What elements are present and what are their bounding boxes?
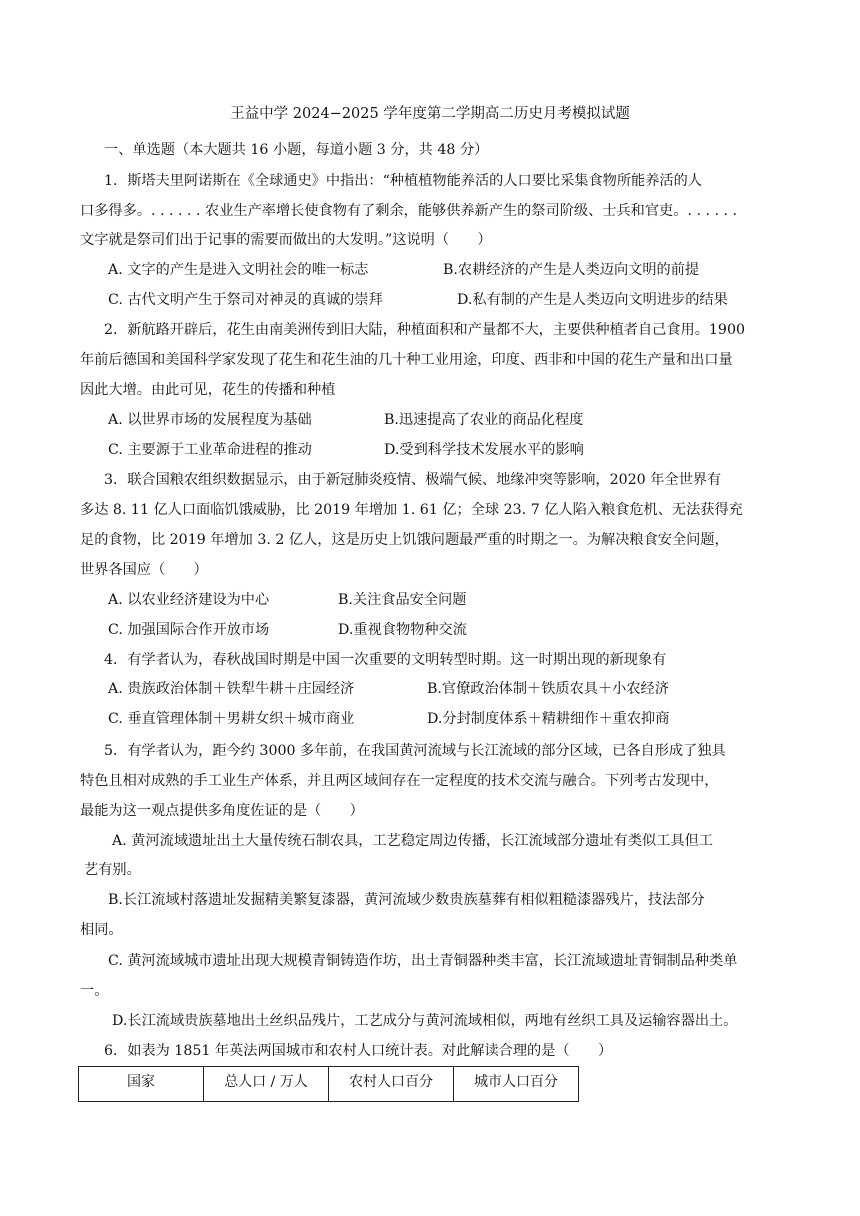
question-1-option-c: C. 古代文明产生于祭司对神灵的真诚的崇拜 — [108, 292, 383, 308]
population-table — [78, 1066, 579, 1102]
question-2-option-c: C. 主要源于工业革命进程的推动 — [108, 442, 312, 458]
question-2-stem-line: 因此大增。由此可见，花生的传播和种植 — [80, 382, 336, 398]
question-2-option-b: B.迅速提高了农业的商品化程度 — [384, 412, 584, 428]
question-4-option-a: A. 贵族政治体制＋铁犁牛耕＋庄园经济 — [108, 681, 355, 697]
question-5-stem-line: 最能为这一观点提供多角度佐证的是（ ） — [80, 803, 364, 819]
question-2-stem-line: 2．新航路开辟后，花生由南美洲传到旧大陆，种植面积和产量都不大，主要供种植者自己食用。1900 — [104, 322, 746, 338]
question-4-option-c: C. 垂直管理体制＋男耕女织＋城市商业 — [108, 711, 355, 727]
question-2-stem-line: 年前后德国和美国科学家发现了花生和花生油的几十种工业用途，印度、西非和中国的花生产量和出口量 — [80, 352, 733, 368]
question-5-option-b: B.长江流域村落遗址发掘精美繁复漆器，黄河流域少数贵族墓葬有相似粗糙漆器残片，技法部分 — [108, 892, 705, 908]
question-3-option-b: B.关注食品安全问题 — [338, 592, 467, 608]
table-header-row — [79, 1067, 579, 1102]
table-header-cell: 农村人口百分 — [329, 1067, 454, 1102]
question-5-option-c: C. 黄河流域城市遗址出现大规模青铜铸造作坊，出土青铜器种类丰富，长江流域遗址青铜制品种类单 — [108, 953, 738, 969]
question-4-option-d: D.分封制度体系＋精耕细作＋重农抑商 — [427, 711, 670, 727]
question-3-stem-line: 3．联合国粮农组织数据显示，由于新冠肺炎疫情、极端气候、地缘冲突等影响，2020 年全世界有 — [104, 472, 722, 488]
question-6-stem-line: 6．如表为 1851 年英法两国城市和农村人口统计表。对此解读合理的是（ ） — [104, 1043, 613, 1059]
question-1-stem-line: 文字就是祭司们出于记事的需要而做出的大发明。”这说明（ ） — [80, 232, 492, 248]
table-header-cell: 城市人口百分 — [454, 1067, 579, 1102]
question-1-option-b: B.农耕经济的产生是人类迈向文明的前提 — [443, 262, 700, 278]
question-3-stem-line: 多达 8. 11 亿人口面临饥饿威胁，比 2019 年增加 1. 61 亿；全球 23. 7 亿人陷入粮食危机、无法获得充 — [80, 502, 743, 518]
question-1-option-a: A. 文字的产生是进入文明社会的唯一标志 — [108, 262, 369, 278]
question-1-option-d: D.私有制的产生是人类迈向文明进步的结果 — [457, 292, 728, 308]
table-header-cell: 总人口 / 万人 — [204, 1067, 329, 1102]
exam-title: 王益中学 2024−2025 学年度第二学期高二历史月考模拟试题 — [230, 106, 630, 122]
question-2-option-a: A. 以世界市场的发展程度为基础 — [108, 412, 312, 428]
question-3-option-a: A. 以农业经济建设为中心 — [108, 592, 270, 608]
question-3-stem-line: 足的食物，比 2019 年增加 3. 2 亿人，这是历史上饥饿问题最严重的时期之一。为解决粮食安全问题， — [80, 532, 729, 548]
question-5-stem-line: 5．有学者认为，距今约 3000 多年前，在我国黄河流域与长江流域的部分区域，已各自形成了独具 — [104, 743, 726, 759]
question-2-option-d: D.受到科学技术发展水平的影响 — [384, 442, 584, 458]
question-4-option-b: B.官僚政治体制＋铁质农具＋小农经济 — [427, 681, 669, 697]
section-heading: 一、单选题（本大题共 16 小题，每道小题 3 分，共 48 分） — [104, 142, 489, 158]
question-4-stem-line: 4．有学者认为，春秋战国时期是中国一次重要的文明转型时期。这一时期出现的新现象有 — [104, 652, 667, 668]
table-header-cell: 国家 — [79, 1067, 204, 1102]
question-5-option-a-cont: 艺有别。 — [84, 862, 141, 878]
question-3-option-d: D.重视食物物种交流 — [338, 622, 467, 638]
question-3-option-c: C. 加强国际合作开放市场 — [108, 622, 270, 638]
question-3-stem-line: 世界各国应（ ） — [80, 562, 208, 578]
question-5-option-a: A. 黄河流域遗址出土大量传统石制农具，工艺稳定周边传播，长江流域部分遗址有类似工具但工 — [112, 833, 713, 849]
question-5-stem-line: 特色且相对成熟的手工业生产体系，并且两区域间存在一定程度的技术交流与融合。下列考古发现中， — [80, 773, 719, 789]
question-5-option-d: D.长江流域贵族墓地出土丝织品残片，工艺成分与黄河流域相似，两地有丝织工具及运输容器出土。 — [112, 1013, 738, 1029]
question-1-stem-line: 1．斯塔夫里阿诺斯在《全球通史》中指出：“种植植物能养活的人口要比采集食物所能养活的人 — [104, 173, 702, 189]
question-5-option-c-cont: 一。 — [80, 983, 109, 999]
question-5-option-b-cont: 相同。 — [80, 922, 123, 938]
question-1-stem-line: 口多得多。. . . . . . 农业生产率增长使食物有了剩余，能够供养新产生的祭司阶级、士兵和官吏。. . . . . . — [80, 203, 738, 219]
